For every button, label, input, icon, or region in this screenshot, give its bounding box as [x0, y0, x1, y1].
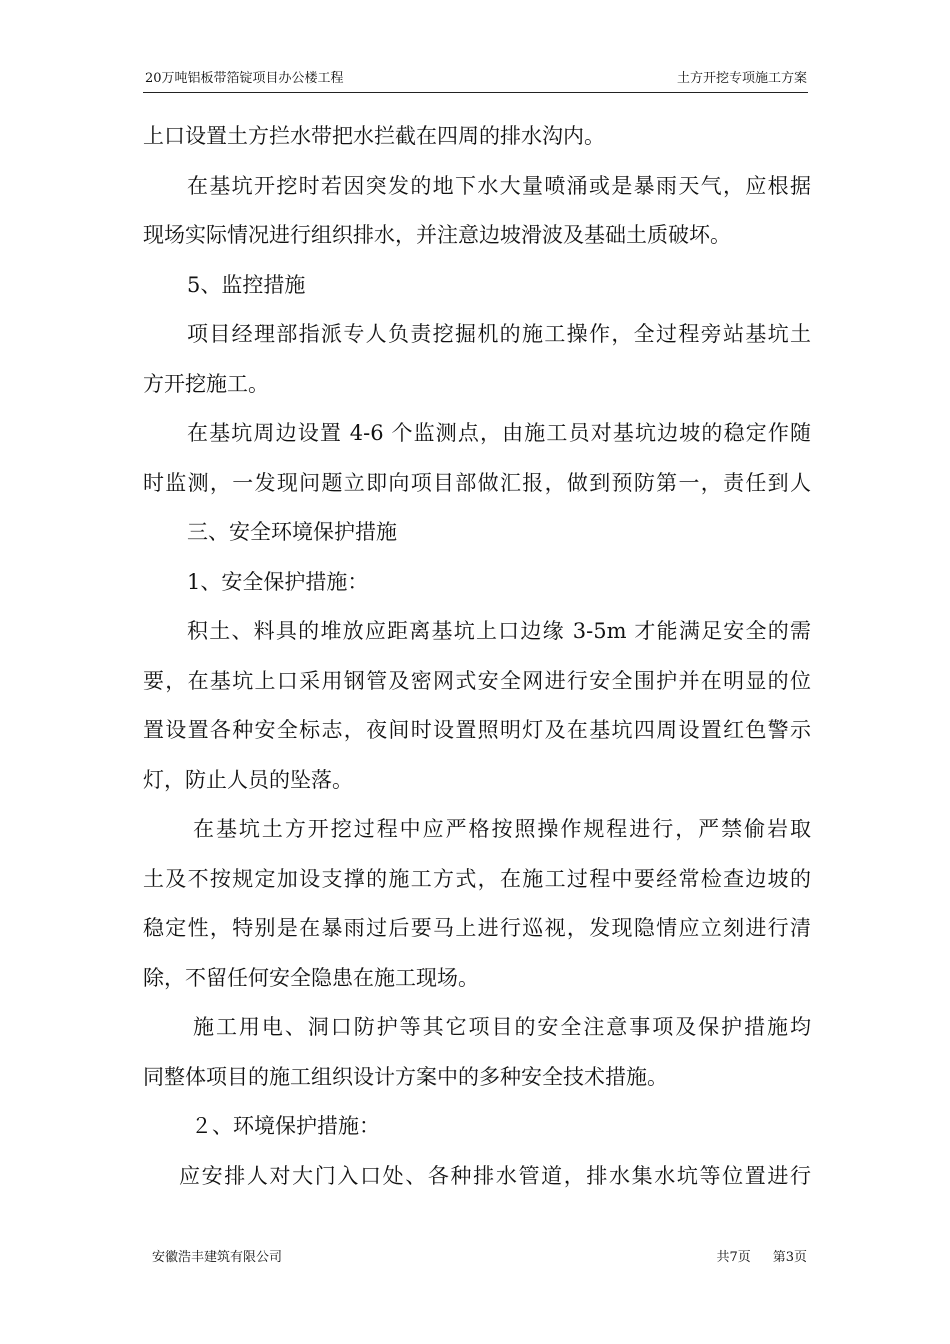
section-heading: 三、安全环境保护措施 — [187, 520, 397, 544]
paragraph-line: 应安排人对大门入口处、各种排水管道，排水集水坑等位置进行 — [179, 1163, 811, 1188]
paragraph-line: 除，不留任何安全隐患在施工现场。 — [143, 965, 479, 990]
document-body — [143, 112, 811, 1201]
footer-current-page: 第3页 — [772, 1250, 807, 1265]
header-project-title: 20万吨铝板带箔锭项目办公楼工程 — [145, 71, 344, 86]
paragraph-line: 在基坑周边设置 4-6 个监测点，由施工员对基坑边坡的稳定作随 — [187, 421, 811, 445]
paragraph-line: 施工用电、洞口防护等其它项目的安全注意事项及保护措施均 — [193, 1015, 811, 1039]
footer-page-info — [716, 1249, 807, 1267]
paragraph-line: 现场实际情况进行组织排水，并注意边坡滑波及基础土质破坏。 — [143, 223, 731, 247]
header-divider — [143, 92, 808, 93]
section-heading: 5、监控措施 — [187, 272, 306, 297]
header-document-title: 土方开挖专项施工方案 — [676, 71, 807, 86]
paragraph-line: 在基坑开挖时若因突发的地下水大量喷涌或是暴雨天气，应根据 — [187, 173, 811, 198]
paragraph-line: 时监测，一发现问题立即向项目部做汇报，做到预防第一，责任到人 — [143, 470, 811, 495]
subsection-heading: 1、安全保护措施： — [187, 569, 369, 594]
paragraph-line: 稳定性，特别是在暴雨过后要马上进行巡视，发现隐情应立刻进行清 — [143, 916, 811, 940]
paragraph-line: 项目经理部指派专人负责挖掘机的施工操作，全过程旁站基坑土 — [187, 322, 811, 346]
paragraph-line: 置设置各种安全标志，夜间时设置照明灯及在基坑四周设置红色警示 — [143, 718, 811, 742]
paragraph-line: 土及不按规定加设支撑的施工方式，在施工过程中要经常检查边坡的 — [143, 866, 811, 891]
paragraph-line: 要，在基坑上口采用钢管及密网式安全网进行安全围护并在明显的位 — [143, 668, 811, 693]
paragraph-line: 上口设置土方拦水带把水拦截在四周的排水沟内。 — [143, 124, 605, 148]
paragraph-line: 积土、料具的堆放应距离基坑上口边缘 3-5m 才能满足安全的需 — [187, 619, 811, 643]
paragraph-line: 同整体项目的施工组织设计方案中的多种安全技术措施。 — [143, 1064, 668, 1089]
footer-company: 安徽浩丰建筑有限公司 — [152, 1250, 283, 1265]
subsection-heading: ２、环境保护措施： — [191, 1114, 380, 1138]
paragraph-line: 在基坑土方开挖过程中应严格按照操作规程进行，严禁偷岩取 — [193, 817, 811, 841]
footer-total-pages: 共7页 — [716, 1250, 751, 1265]
paragraph-line: 灯，防止人员的坠落。 — [143, 767, 353, 792]
paragraph-line: 方开挖施工。 — [143, 371, 269, 396]
